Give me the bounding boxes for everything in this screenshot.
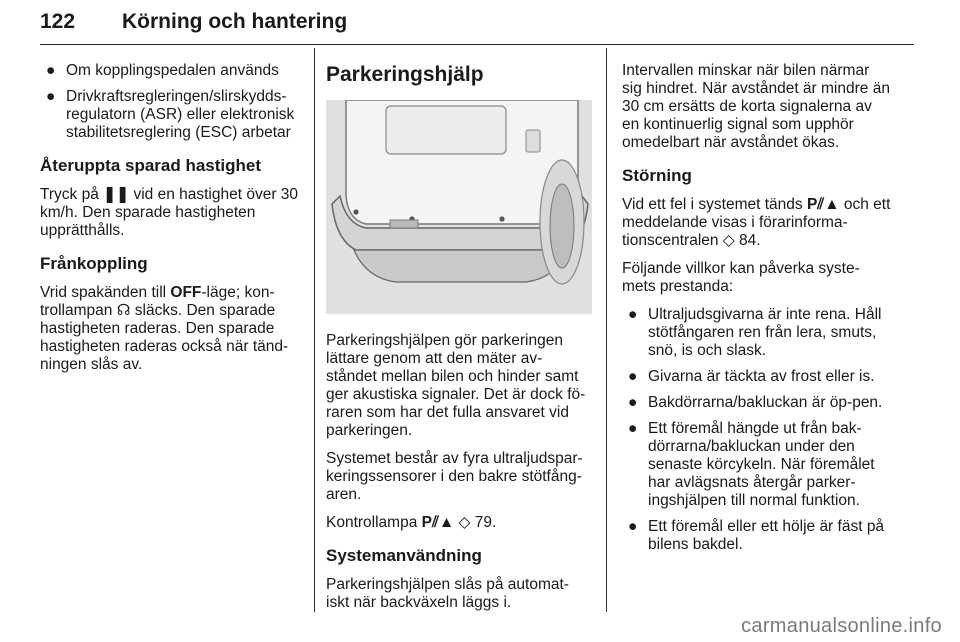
list-item: ● Givarna är täckta av frost eller is. [628, 368, 875, 385]
sensor-paragraph: Systemet består av fyra ultraljudspar-keringssensorer i den bakre stötfång-aren. [326, 450, 583, 503]
usage-text: Parkeringshjälpen slås på automat-iskt när backväxeln läggs i. [326, 576, 569, 611]
vehicle-rear-image [326, 100, 592, 314]
chapter-title: Körning och hantering [122, 10, 348, 33]
bullet-icon: ● [628, 368, 638, 385]
page-header [40, 6, 914, 45]
usage-heading: Systemanvändning [326, 546, 482, 565]
vehicle-rear-illustration [326, 100, 592, 314]
page-number: 122 [40, 10, 76, 33]
list-item: ● Ultraljudsgivarna är inte rena. Håll stötfångaren ren från lera, smuts, snö, is och slask. [628, 306, 882, 359]
resume-text: Tryck på ❚❚ vid en hastighet över 30 km/h. Den sparade hastigheten upprätthålls. [40, 186, 299, 239]
bullet-icon: ● [46, 62, 56, 79]
column-divider-2 [606, 48, 607, 612]
list-item: ● Bakdörrarna/bakluckan är öp-pen. [628, 394, 883, 411]
lamp-reference: Kontrollampa P⫽▲ ◇ 79. [326, 514, 497, 531]
list-item: ● Ett föremål hängde ut från bak-dörrarna/bakluckan under den senaste körcykeln. När föremålet har avlägsnats återgår parker-ingshjälpen till normal funktion. [628, 420, 875, 509]
bullet-icon: ● [628, 420, 638, 437]
bullet-icon: ● [46, 88, 56, 105]
off-label: OFF [170, 284, 202, 301]
column-left [40, 62, 304, 384]
intro-paragraph: Parkeringshjälpen gör parkeringen lättare genom att den mäter av-ståndet mellan bilen och hinder samt ger akustiska signaler. Det är dock fö-raren som har det fulla ansvaret vid parkeringen. [326, 332, 586, 439]
cruise-lamp-icon: ☊ [116, 302, 131, 319]
interval-paragraph: Intervallen minskar när bilen närmar sig hindret. När avståndet är mindre än 30 cm ersätts de korta signalerna av en kontinuerlig signal som upphör omedelbart när avståndet ökas. [622, 62, 890, 151]
list-item: ● Drivkraftsregleringen/slirskydds-regulatorn (ASR) eller elektronisk stabilitetsreglering (ESC) arbetar [46, 88, 295, 141]
list-item: ● Om kopplingspedalen används [46, 62, 279, 79]
column-right [622, 62, 892, 562]
fault-heading: Störning [622, 166, 692, 185]
parking-assist-icon: P⫽▲ [421, 514, 455, 531]
bullet-list [40, 62, 304, 142]
list-item: ● Ett föremål eller ett hölje är fäst på bilens bakdel. [628, 518, 885, 553]
watermark: carmanualsonline.info [741, 615, 942, 637]
pause-icon: ❚❚ [103, 186, 130, 203]
fault-text: Vid ett fel i systemet tänds P⫽▲ och ett meddelande visas i förarinforma-tionscentralen ◇ 84. [622, 196, 891, 249]
resume-heading: Återuppta sparad hastighet [40, 156, 262, 175]
bullet-icon: ● [628, 518, 638, 535]
off-text: Vrid spakänden till OFF-läge; kon-trollampan ☊ släcks. Den sparade hastigheten raderas. Den sparade hastigheten raderas också när tänd-ningen slås av. [40, 284, 289, 373]
conditions-list [622, 306, 892, 554]
section-title: Parkeringshjälp [326, 63, 484, 86]
column-divider-1 [314, 48, 315, 612]
bullet-icon: ● [628, 394, 638, 411]
conditions-intro: Följande villkor kan påverka syste-mets prestanda: [622, 260, 860, 295]
parking-assist-icon: P⫽▲ [806, 196, 840, 213]
off-heading: Frånkoppling [40, 254, 148, 273]
column-middle [326, 62, 592, 622]
bullet-icon: ● [628, 306, 638, 323]
